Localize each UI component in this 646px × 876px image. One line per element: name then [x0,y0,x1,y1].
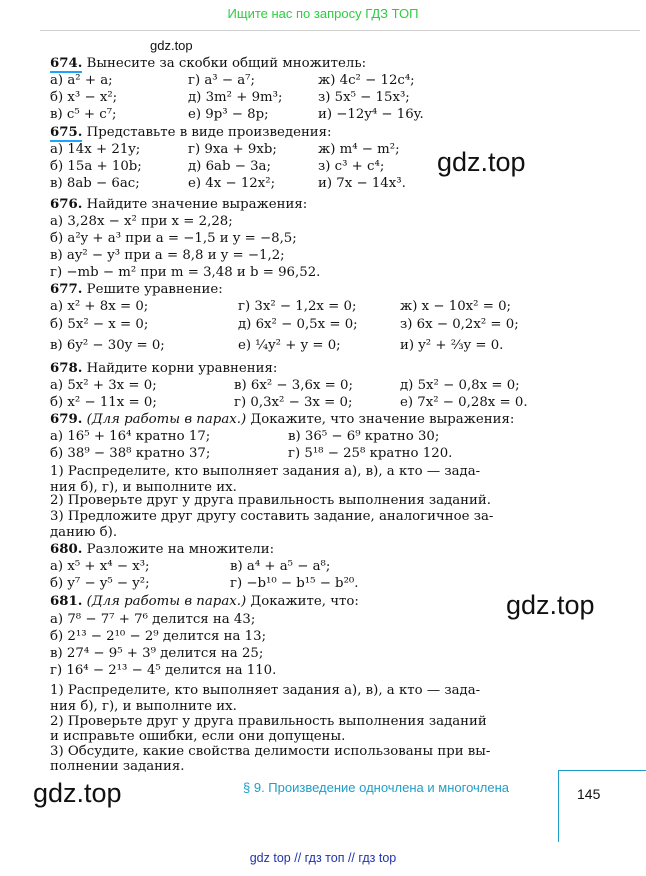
expr: б) x² − 11x = 0; [50,395,157,410]
problem-task: Решите уравнение: [86,282,223,297]
expr: в) c⁵ + c⁷; [50,107,117,122]
note-line: 3) Обсудите, какие свойства делимости использованы при вы- [50,744,491,759]
problem-task: Представьте в виде произведения: [86,125,332,140]
expr: г) 3x² − 1,2x = 0; [238,299,357,314]
problem-task: Найдите корни уравнения: [86,361,278,376]
problem-paren: (Для работы в парах.) [86,412,247,427]
expr: з) 6x − 0,2x² = 0; [400,317,519,332]
note-line: 1) Распределите, кто выполняет задания а), в), а кто — зада- [50,683,481,698]
expr: а) x² + 8x = 0; [50,299,149,314]
problem-number: 677. [50,282,83,297]
separator: // [347,851,355,865]
expr: б) 15a + 10b; [50,159,142,174]
expr: ж) x − 10x² = 0; [400,299,512,314]
problem-674-header [50,55,366,72]
separator: // [294,851,302,865]
top-divider [40,30,640,31]
problem-678-header [50,360,277,377]
expr: е) 7x² − 0,28x = 0. [400,395,528,410]
expr: е) 9p³ − 8p; [188,107,269,122]
watermark-large: gdz.top [506,590,595,620]
expr: ж) m⁴ − m²; [318,142,400,157]
problem-number: 676. [50,197,83,212]
problem-paren: (Для работы в парах.) [86,594,247,609]
expr: в) 27⁴ − 9⁵ + 3⁹ делится на 25; [50,646,264,661]
problem-number: 681. [50,594,83,609]
problem-number: 680. [50,542,83,557]
expr: в) 6y² − 30y = 0; [50,338,165,353]
problem-task: Разложите на множители: [86,542,275,557]
expr: а) a² + a; [50,73,113,88]
expr: ж) 4c² − 12c⁴; [318,73,415,88]
expr: г) 16⁴ − 2¹³ − 4⁵ делится на 110. [50,663,277,678]
expr: в) 8ab − 6ac; [50,176,140,191]
watermark-large: gdz.top [437,147,526,177]
expr: з) c³ + c⁴; [318,159,385,174]
expr: г) 5¹⁸ − 25⁸ кратно 120. [288,446,453,461]
problem-number: 679. [50,412,83,427]
problem-677-header [50,281,223,298]
problem-681-header [50,593,359,610]
expr: в) a⁴ + a⁵ − a⁸; [230,559,331,574]
expr: в) 6x² − 3,6x = 0; [234,378,353,393]
expr: б) 5x² − x = 0; [50,317,149,332]
expr: г) 0,3x² − 3x = 0; [234,395,353,410]
expr: а) 16⁵ + 16⁴ кратно 17; [50,429,211,444]
note-line: полнении задания. [50,759,185,774]
note-line: 2) Проверьте друг у друга правильность выполнения заданий. [50,493,491,508]
page-number: 145 [577,786,601,802]
note-line: 1) Распределите, кто выполняет задания а), в), а кто — зада- [50,464,481,479]
footer-divider-vertical [558,770,559,842]
problem-task: Найдите значение выражения: [86,197,308,212]
expr: д) 6x² − 0,5x = 0; [238,317,358,332]
expr: б) y⁷ − y⁵ − y²; [50,576,150,591]
top-banner: Ищите нас по запросу ГДЗ ТОП [227,6,419,21]
expr: в) 36⁵ − 6⁹ кратно 30; [288,429,440,444]
expr: г) 9xa + 9xb; [188,142,277,157]
expr: а) x⁵ + x⁴ − x³; [50,559,150,574]
watermark-small: gdz.top [150,38,193,53]
bottom-link[interactable]: gdz top [249,851,291,865]
expr: и) 7x − 14x³. [318,176,406,191]
note-line: 2) Проверьте друг у друга правильность выполнения заданий [50,714,487,729]
footer-divider-horizontal [558,770,646,771]
note-line: данию б). [50,525,118,540]
problem-number: 675. [50,125,83,140]
watermark-large: gdz.top [33,778,122,808]
section-footer: § 9. Произведение одночлена и многочлена [243,780,510,795]
expr: е) 4x − 12x²; [188,176,276,191]
note-line: 3) Предложите друг другу составить задание, аналогичное за- [50,509,494,524]
problem-task: Докажите, что: [250,594,359,609]
expr: г) a³ − a⁷; [188,73,255,88]
expr: б) x³ − x²; [50,90,118,105]
expr: г) −b¹⁰ − b¹⁵ − b²⁰. [230,576,359,591]
expr: д) 5x² − 0,8x = 0; [400,378,520,393]
expr: а) 5x² + 3x = 0; [50,378,157,393]
problem-679-header [50,411,514,428]
problem-number: 678. [50,361,83,376]
bottom-links [0,851,646,865]
expr: а) 7⁸ − 7⁷ + 7⁶ делится на 43; [50,612,256,627]
expr: в) ay² − y³ при a = 8,8 и y = −1,2; [50,248,285,263]
problem-number: 674. [50,56,83,71]
bottom-link[interactable]: гдз top [358,851,397,865]
note-line: ния б), г), и выполните их. [50,480,237,495]
expr: и) y² + ⅔y = 0. [400,338,504,353]
bottom-link[interactable]: гдз топ [304,851,345,865]
expr: г) −mb − m² при m = 3,48 и b = 96,52. [50,265,321,280]
expr: д) 6ab − 3a; [188,159,271,174]
problem-task: Вынесите за скобки общий множитель: [86,56,367,71]
expr: б) 2¹³ − 2¹⁰ − 2⁹ делится на 13; [50,629,267,644]
expr: з) 5x⁵ − 15x³; [318,90,410,105]
problem-680-header [50,541,274,558]
problem-675-header [50,124,332,141]
expr: а) 3,28x − x² при x = 2,28; [50,214,233,229]
expr: б) a²y + a³ при a = −1,5 и y = −8,5; [50,231,297,246]
expr: а) 14x + 21y; [50,142,141,157]
expr: б) 38⁹ − 38⁸ кратно 37; [50,446,211,461]
note-line: и исправьте ошибки, если они допущены. [50,729,346,744]
expr: и) −12y⁴ − 16y. [318,107,424,122]
problem-676-header [50,196,307,213]
expr: е) ¼y² + y = 0; [238,338,341,353]
expr: д) 3m² + 9m³; [188,90,283,105]
note-line: ния б), г), и выполните их. [50,699,237,714]
problem-task: Докажите, что значение выражения: [250,412,515,427]
